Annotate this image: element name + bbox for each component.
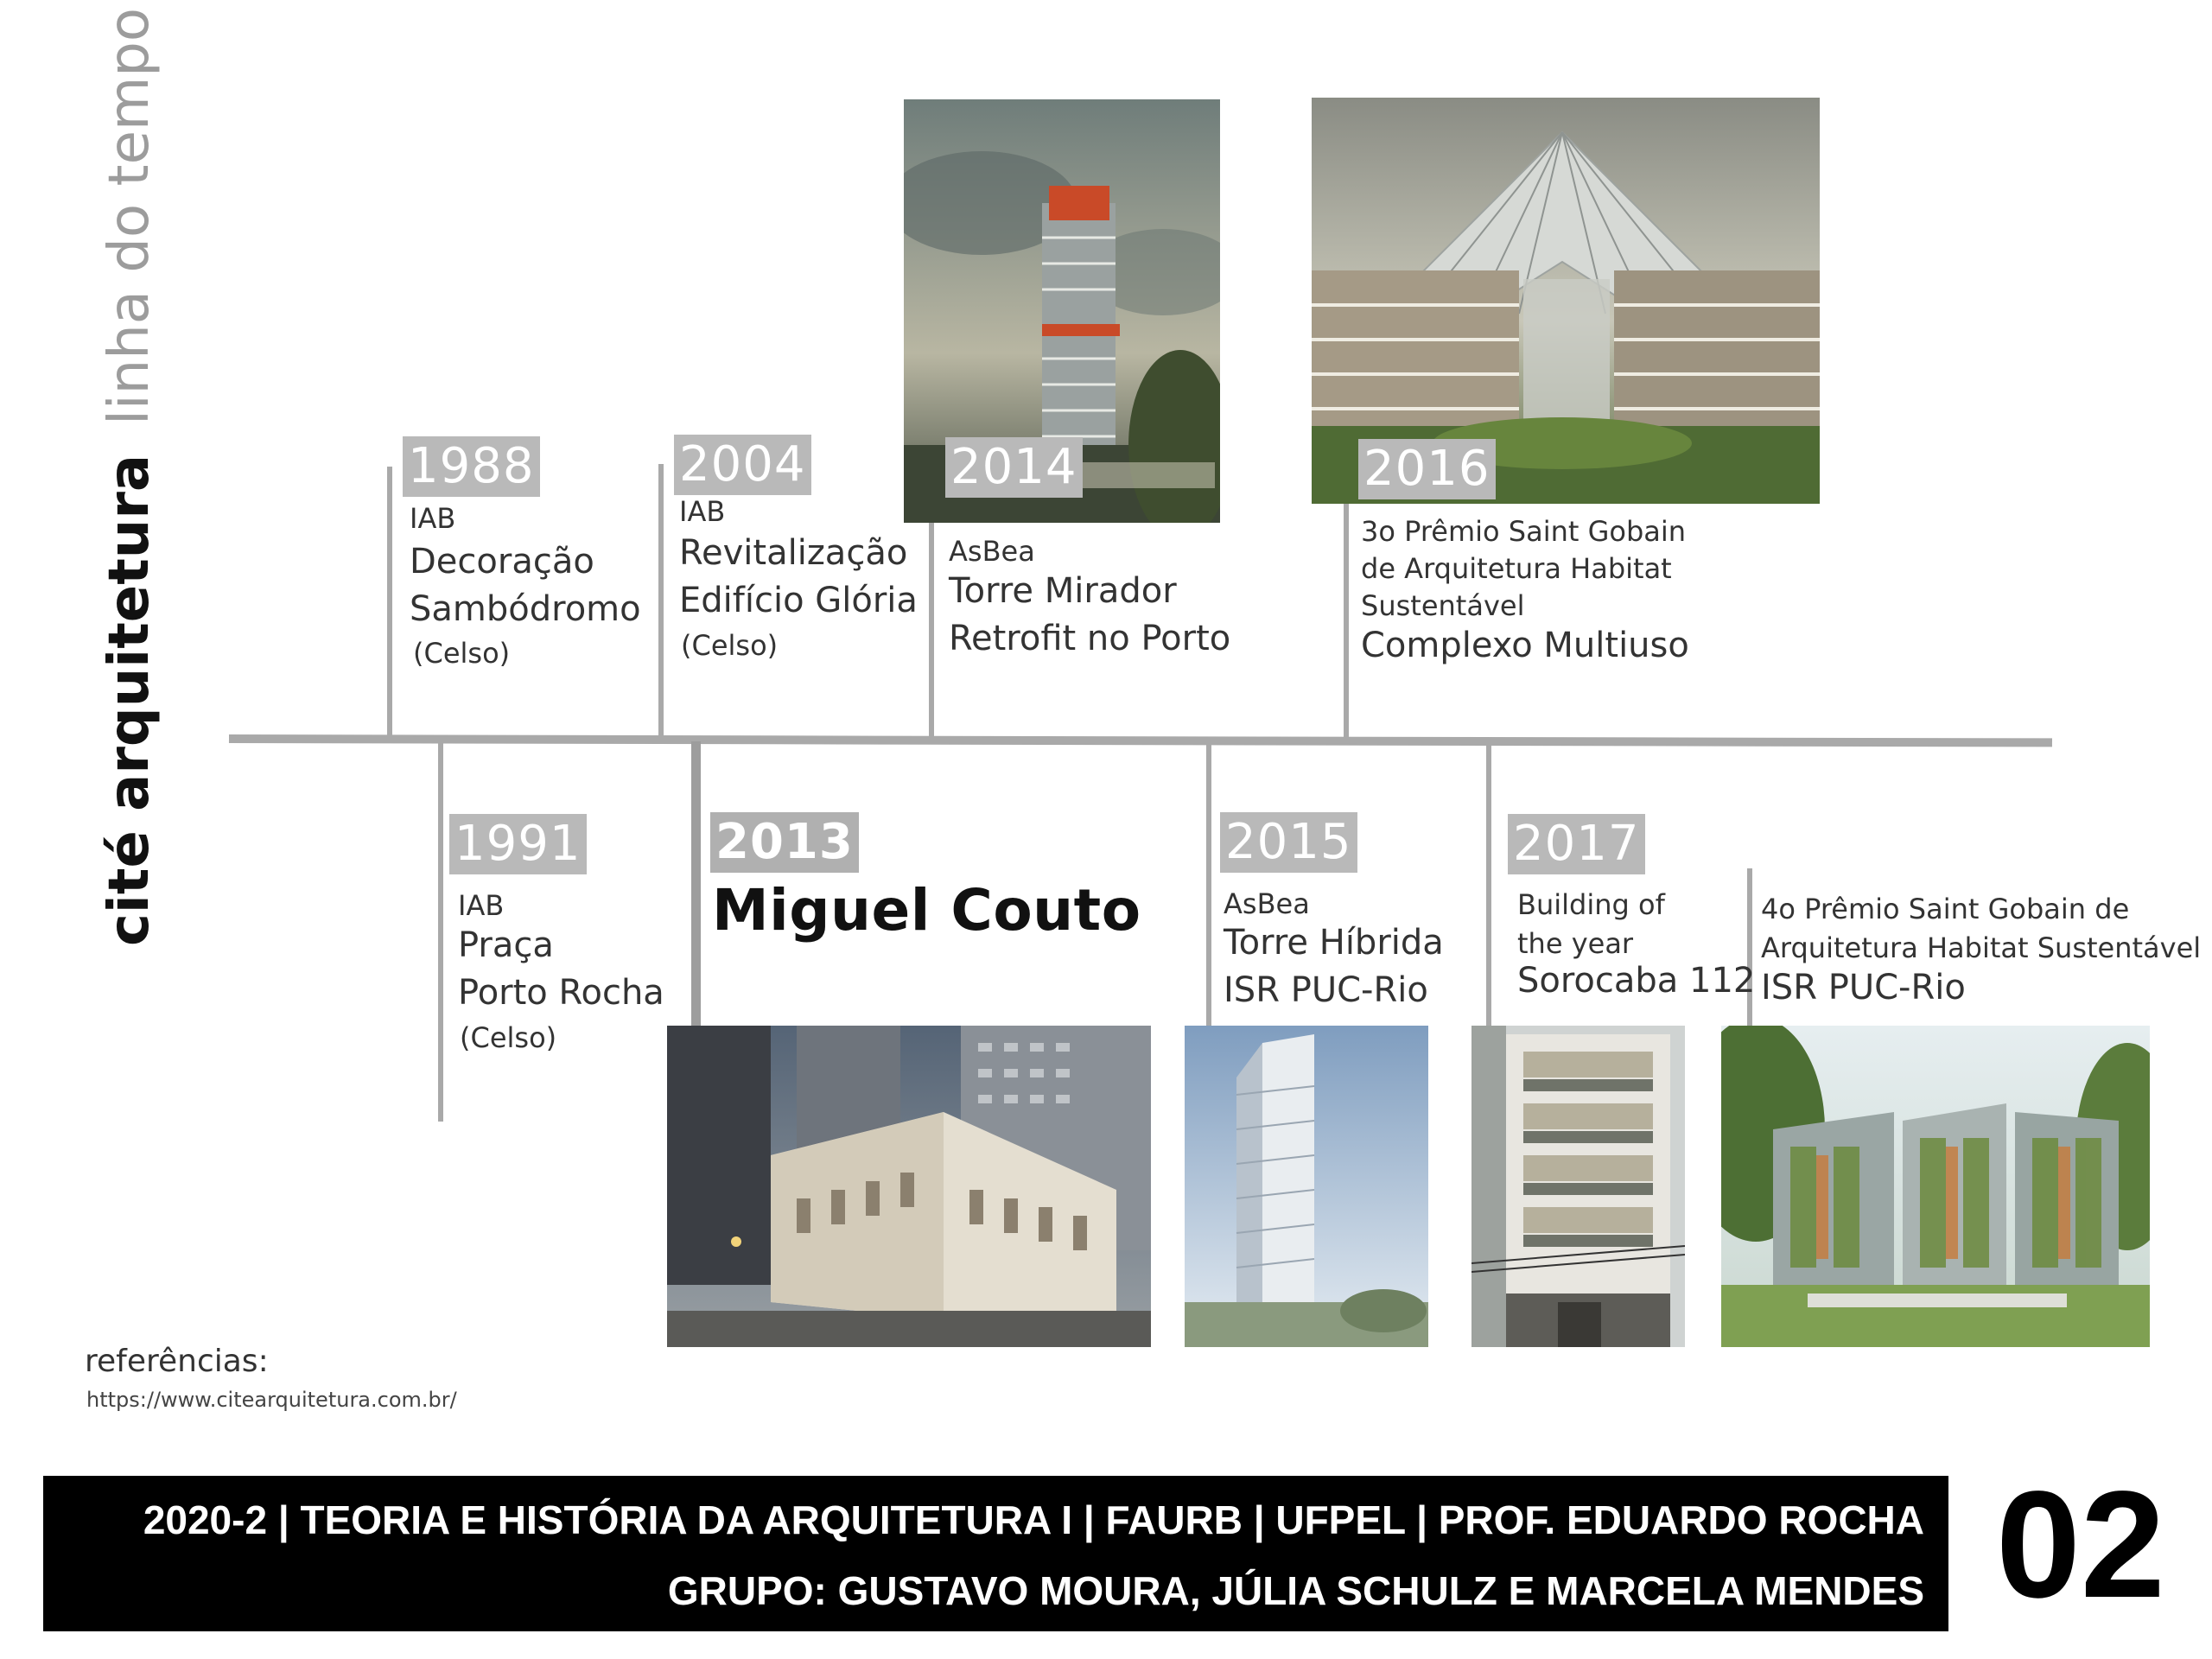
author-note-1991: (Celso) xyxy=(460,1021,557,1054)
tick-1988 xyxy=(387,467,392,736)
project-line: Retrofit no Porto xyxy=(949,619,1231,659)
award-line: Building of xyxy=(1517,888,1665,921)
award-org-2015: AsBea xyxy=(1224,887,1310,920)
references-label: referências: xyxy=(85,1344,269,1379)
project-line: Torre Mirador xyxy=(949,571,1177,611)
award-line: de Arquitetura Habitat xyxy=(1361,552,1672,586)
award-line: Sustentável xyxy=(1361,589,1525,623)
year-badge-2013: 2013 xyxy=(710,812,859,873)
project-line: ISR PUC-Rio xyxy=(1761,968,1966,1007)
project-line: Edifício Glória xyxy=(679,581,918,621)
project-line: Complexo Multiuso xyxy=(1361,626,1689,665)
tick-2016 xyxy=(1344,467,1349,738)
group-members: GRUPO: GUSTAVO MOURA, JÚLIA SCHULZ E MARCELA MENDES xyxy=(667,1568,1924,1613)
footer-bar xyxy=(43,1476,1948,1631)
tick-1991 xyxy=(438,741,443,1122)
torre-hibrida-image xyxy=(1185,1026,1428,1347)
year-badge-1988: 1988 xyxy=(403,436,540,497)
project-line: Sorocaba 112 xyxy=(1517,961,1756,1001)
author-note-2004: (Celso) xyxy=(681,629,779,662)
timeline-subtitle: linha do tempo xyxy=(98,7,162,425)
project-line: Praça xyxy=(458,925,554,965)
award-org-1991: IAB xyxy=(458,889,505,922)
isr-puc-rio-image xyxy=(1721,1026,2150,1347)
page-number: 02 xyxy=(1996,1460,2165,1630)
project-line: Decoração xyxy=(410,542,594,582)
award-org-2014: AsBea xyxy=(949,535,1035,568)
award-line: Arquitetura Habitat Sustentável xyxy=(1761,931,2202,964)
project-line: Torre Híbrida xyxy=(1224,923,1444,963)
year-badge-2015: 2015 xyxy=(1220,812,1357,873)
award-org-2004: IAB xyxy=(679,495,726,528)
year-badge-2004: 2004 xyxy=(674,435,811,495)
course-info: 2020-2 | TEORIA E HISTÓRIA DA ARQUITETURA I | FAURB | UFPEL | PROF. EDUARDO ROCHA xyxy=(143,1497,1924,1542)
vertical-title xyxy=(98,7,162,946)
project-line: Porto Rocha xyxy=(458,973,664,1014)
year-badge-2016: 2016 xyxy=(1358,439,1496,499)
brand-name: cité arquitetura xyxy=(98,454,162,946)
award-line: the year xyxy=(1517,926,1634,960)
references-link[interactable]: https://www.citearquitetura.com.br/ xyxy=(86,1388,457,1412)
timeline-axis xyxy=(229,734,2052,747)
miguel-couto-image xyxy=(667,1026,1151,1347)
year-badge-2014: 2014 xyxy=(945,437,1083,498)
project-line: Revitalização xyxy=(679,533,908,573)
year-badge-1991: 1991 xyxy=(449,814,587,874)
year-badge-2017: 2017 xyxy=(1508,814,1645,874)
sorocaba-112-image xyxy=(1471,1026,1685,1347)
highlight-project-title: Miguel Couto xyxy=(712,877,1141,944)
tick-2004 xyxy=(658,464,664,736)
award-org-1988: IAB xyxy=(410,502,456,535)
project-line: Sambódromo xyxy=(410,589,641,630)
award-line: 4o Prêmio Saint Gobain de xyxy=(1761,893,2130,925)
project-line: ISR PUC-Rio xyxy=(1224,970,1428,1011)
author-note-1988: (Celso) xyxy=(413,637,511,670)
award-line: 3o Prêmio Saint Gobain xyxy=(1361,515,1687,548)
